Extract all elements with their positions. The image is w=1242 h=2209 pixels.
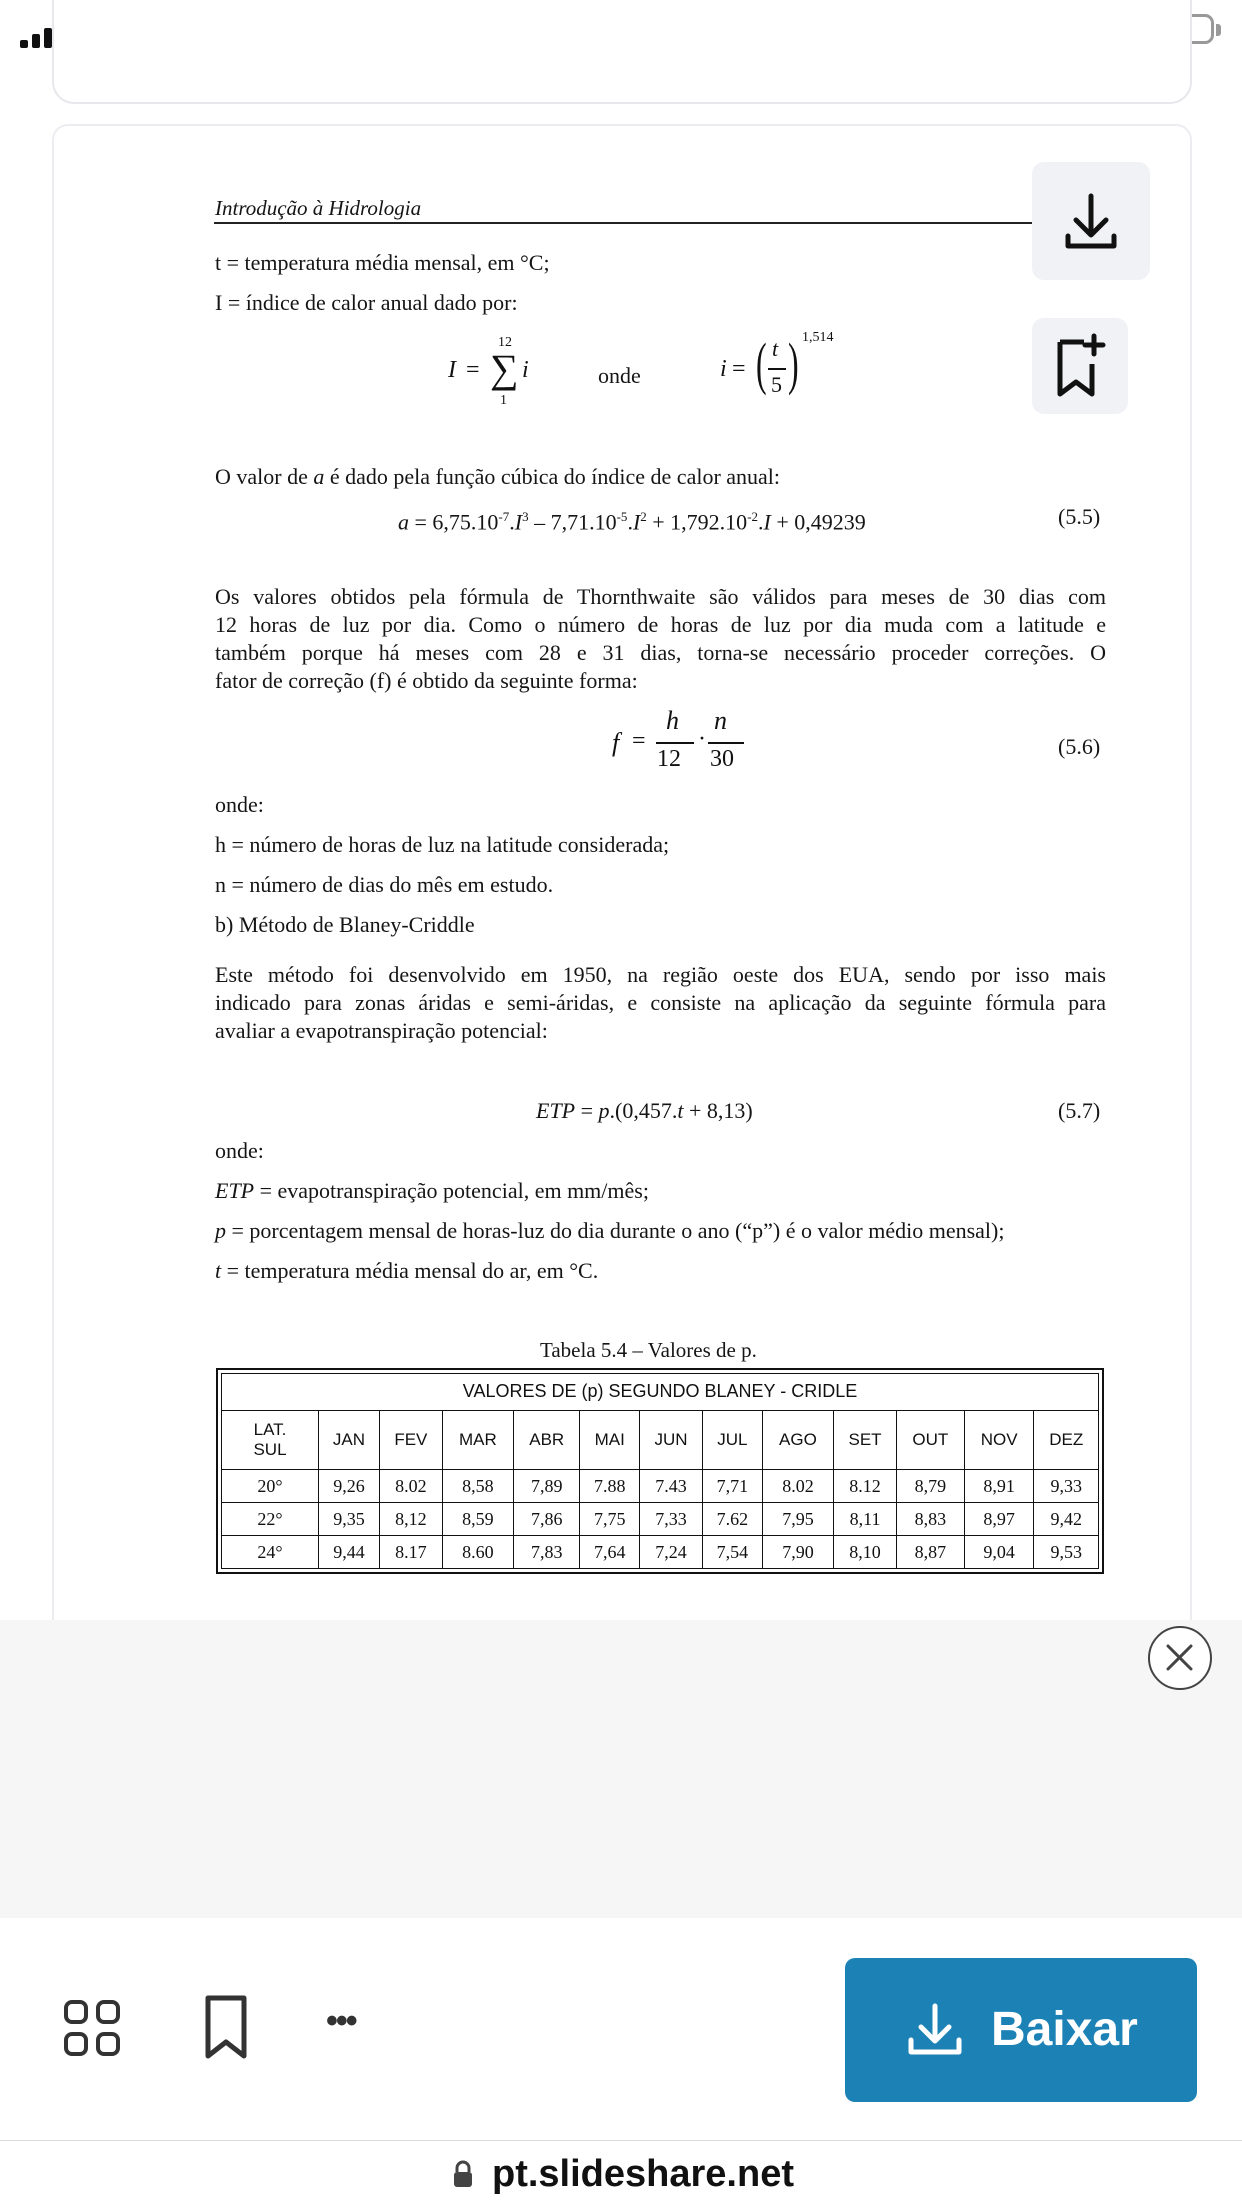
month-header: JAN — [319, 1410, 380, 1470]
I-definition: I = índice de calor anual dado por: — [215, 290, 518, 315]
value-cell: 7,24 — [640, 1536, 703, 1569]
h-definition: h = número de horas de luz na latitude considerada; — [215, 832, 670, 857]
lat-header: LAT. SUL — [222, 1410, 319, 1470]
value-cell: 8,91 — [964, 1470, 1034, 1503]
value-cell: 9,44 — [319, 1536, 380, 1569]
bookmark-add-icon — [1032, 318, 1128, 414]
equation-5-5: $a = 6,75.10^{-7}.I^3 - 7,71.10^{-5}.I^2 + 1,792.10^{-2}.I + 0,49239$ — [398, 509, 866, 535]
paragraph-thornthwaite-3: também porque há meses com 28 e 31 dias, torna-se necessário proceder correções. O — [215, 640, 1106, 665]
table-header-row — [222, 1410, 1099, 1470]
etp-definition: ETP = evapotranspiração potencial, em mm/mês; — [215, 1178, 649, 1203]
lock-icon — [452, 2159, 474, 2189]
value-cell: 8.60 — [442, 1536, 513, 1569]
value-cell: 9,04 — [964, 1536, 1034, 1569]
month-header: DEZ — [1034, 1410, 1099, 1470]
value-cell: 8,87 — [896, 1536, 964, 1569]
previous-page-card — [52, 0, 1192, 104]
header-rule — [214, 222, 1036, 224]
equation-number-5-5: (5.5) — [1058, 504, 1101, 529]
value-cell: 7.62 — [702, 1503, 762, 1536]
value-cell: 7,89 — [514, 1470, 580, 1503]
month-header: JUN — [640, 1410, 703, 1470]
formula-f-correction: f = h 12 · n 30 — [610, 706, 750, 786]
month-header: MAI — [580, 1410, 640, 1470]
table-row — [222, 1536, 1099, 1569]
address-bar[interactable] — [0, 2140, 1242, 2209]
month-header: FEV — [379, 1410, 442, 1470]
value-cell: 7,54 — [702, 1536, 762, 1569]
save-page-button[interactable] — [1032, 318, 1128, 414]
download-icon — [1032, 162, 1150, 280]
paragraph-thornthwaite-4: fator de correção (f) é obtido da seguinte forma: — [215, 668, 638, 693]
onde-label-2: onde: — [215, 1138, 264, 1163]
table-caption: Tabela 5.4 – Valores de p. — [540, 1338, 757, 1362]
month-header: SET — [834, 1410, 897, 1470]
value-cell: 8,58 — [442, 1470, 513, 1503]
value-cell: 7,86 — [514, 1503, 580, 1536]
table-row — [222, 1503, 1099, 1536]
a-intro: O valor de a é dado pela função cúbica do índice de calor anual: — [215, 464, 781, 489]
download-label: Baixar — [991, 2003, 1138, 2056]
equation-5-7: ETP = p.(0,457.t + 8,13) — [536, 1098, 753, 1123]
value-cell: 8,10 — [834, 1536, 897, 1569]
t-definition-2: t = temperatura média mensal do ar, em °C. — [215, 1258, 599, 1283]
download-button[interactable] — [845, 1958, 1197, 2102]
month-header: AGO — [762, 1410, 833, 1470]
paragraph-thornthwaite-2: 12 horas de luz por dia. Como o número de horas de luz por dia muda com a latitude e — [215, 612, 1106, 637]
save-button[interactable] — [196, 1992, 256, 2062]
onde-label: onde — [598, 363, 641, 388]
value-cell: 8,12 — [379, 1503, 442, 1536]
grid-icon — [60, 1996, 124, 2060]
value-cell: 7,64 — [580, 1536, 640, 1569]
month-header: NOV — [964, 1410, 1034, 1470]
blaney-table-frame — [216, 1368, 1104, 1574]
download-page-button[interactable] — [1032, 162, 1150, 280]
n-definition: n = número de dias do mês em estudo. — [215, 872, 554, 897]
month-header: ABR — [514, 1410, 580, 1470]
formula-i-power: i = ( t 5 ) 1,514 — [720, 330, 834, 397]
table-title: VALORES DE (p) SEGUNDO BLANEY - CRIDLE — [222, 1374, 1099, 1411]
more-options-button[interactable]: ••• — [326, 2002, 356, 2040]
url-text: pt.slideshare.net — [492, 2153, 794, 2195]
value-cell: 8.02 — [762, 1470, 833, 1503]
value-cell: 9,35 — [319, 1503, 380, 1536]
value-cell: 7,71 — [702, 1470, 762, 1503]
equation-number-5-7: (5.7) — [1058, 1098, 1101, 1123]
table-row — [222, 1470, 1099, 1503]
value-cell: 8.17 — [379, 1536, 442, 1569]
close-overlay-button[interactable] — [1148, 1626, 1212, 1690]
value-cell: 7.88 — [580, 1470, 640, 1503]
p-definition: p = porcentagem mensal de horas-luz do dia durante o ano (“p”) é o valor médio mensal); — [215, 1218, 1005, 1243]
onde-label-1: onde: — [215, 792, 264, 817]
month-header: JUL — [702, 1410, 762, 1470]
equation-number-5-6: (5.6) — [1058, 734, 1101, 759]
t-definition: t = temperatura média mensal, em °C; — [215, 250, 550, 275]
value-cell: 8,97 — [964, 1503, 1034, 1536]
download-icon — [905, 2000, 965, 2060]
lat-cell: 24° — [222, 1536, 319, 1569]
value-cell: 7.43 — [640, 1470, 703, 1503]
paragraph-blaney-2: indicado para zonas áridas e semi-áridas, e consiste na aplicação da seguinte fórmula para — [215, 990, 1106, 1015]
month-header: MAR — [442, 1410, 513, 1470]
value-cell: 7,83 — [514, 1536, 580, 1569]
value-cell: 8.12 — [834, 1470, 897, 1503]
value-cell: 8,59 — [442, 1503, 513, 1536]
ad-overlay-area — [0, 1620, 1242, 1918]
blaney-table — [221, 1373, 1099, 1569]
value-cell: 7,90 — [762, 1536, 833, 1569]
value-cell: 8,83 — [896, 1503, 964, 1536]
formula-I-sum: I = 12 ∑ i 1 — [448, 335, 529, 408]
lat-cell: 22° — [222, 1503, 319, 1536]
value-cell: 8.02 — [379, 1470, 442, 1503]
running-header: Introdução à Hidrologia — [215, 196, 422, 220]
value-cell: 9,42 — [1034, 1503, 1099, 1536]
value-cell: 9,26 — [319, 1470, 380, 1503]
value-cell: 8,79 — [896, 1470, 964, 1503]
paragraph-thornthwaite-1: Os valores obtidos pela fórmula de Thornthwaite são válidos para meses de 30 dias com — [215, 584, 1106, 609]
close-icon — [1150, 1628, 1210, 1688]
thumbnails-button[interactable] — [60, 1996, 124, 2060]
month-header: OUT — [896, 1410, 964, 1470]
method-b-heading: b) Método de Blaney-Criddle — [215, 912, 475, 937]
value-cell: 9,53 — [1034, 1536, 1099, 1569]
value-cell: 7,95 — [762, 1503, 833, 1536]
value-cell: 9,33 — [1034, 1470, 1099, 1503]
value-cell: 8,11 — [834, 1503, 897, 1536]
lat-cell: 20° — [222, 1470, 319, 1503]
value-cell: 7,75 — [580, 1503, 640, 1536]
paragraph-blaney-3: avaliar a evapotranspiração potencial: — [215, 1018, 548, 1043]
paragraph-blaney-1: Este método foi desenvolvido em 1950, na região oeste dos EUA, sendo por isso mais — [215, 962, 1106, 987]
value-cell: 7,33 — [640, 1503, 703, 1536]
bookmark-icon — [196, 1992, 256, 2062]
